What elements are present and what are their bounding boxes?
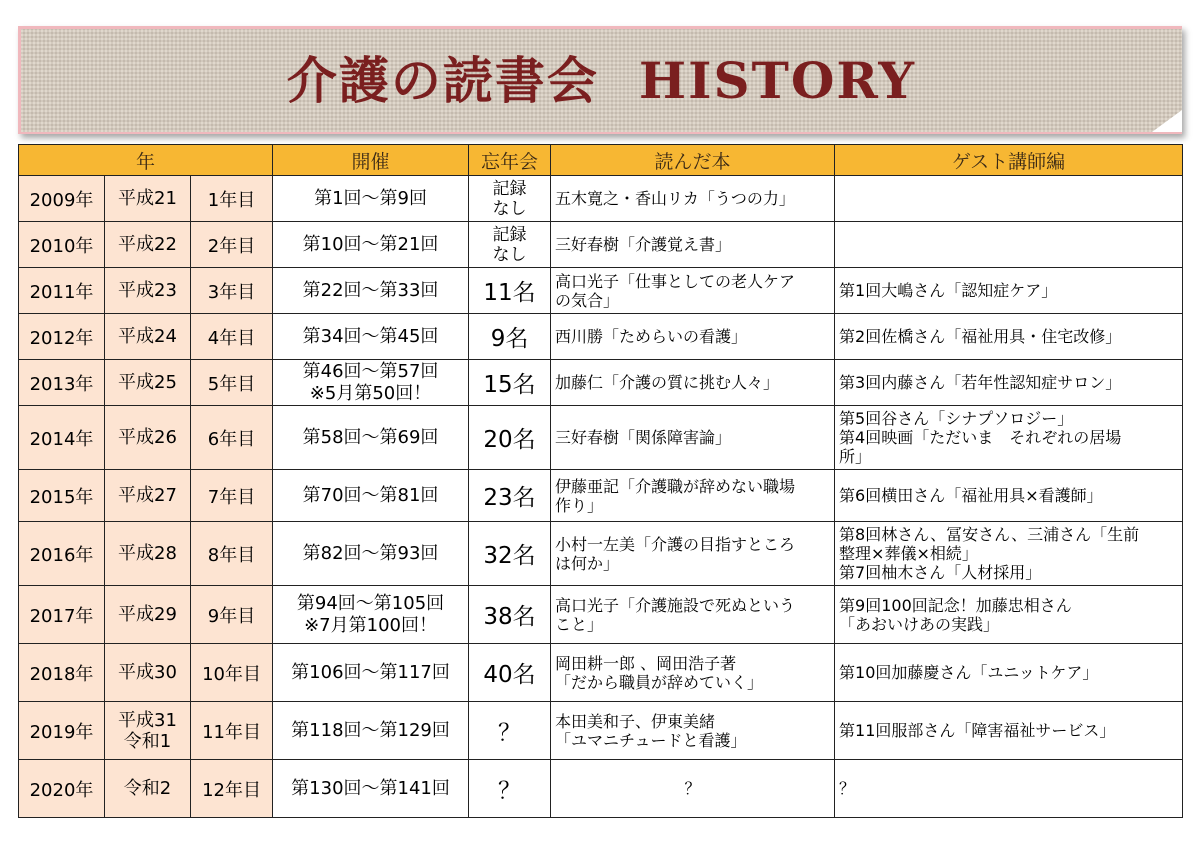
table-row (19, 268, 1183, 314)
table-row (19, 470, 1183, 522)
guest-cell (835, 176, 1183, 222)
era-cell: 平成29 (105, 586, 191, 644)
party-cell: ？ (469, 702, 551, 760)
era-cell: 平成31 令和1 (105, 702, 191, 760)
party-cell: 38名 (469, 586, 551, 644)
table-body (19, 176, 1183, 818)
book-cell: ？ (551, 760, 835, 818)
meetings-cell: 第58回～第69回 (273, 406, 469, 470)
year-count-cell: 11年目 (191, 702, 273, 760)
guest-cell: 第6回横田さん「福祉用具×看護師」 (835, 470, 1183, 522)
guest-cell: ？ (835, 760, 1183, 818)
year-cell: 2010年 (19, 222, 105, 268)
party-cell: 9名 (469, 314, 551, 360)
meetings-cell: 第22回～第33回 (273, 268, 469, 314)
book-cell: 本田美和子、伊東美緒 「ユマニチュードと看護」 (551, 702, 835, 760)
title-main: 介護の読書会 (286, 51, 599, 110)
year-count-cell: 8年目 (191, 522, 273, 586)
era-cell: 平成24 (105, 314, 191, 360)
party-cell: 11名 (469, 268, 551, 314)
book-cell: 小村一左美「介護の目指すところ は何か」 (551, 522, 835, 586)
year-count-cell: 3年目 (191, 268, 273, 314)
book-cell: 西川勝「ためらいの看護」 (551, 314, 835, 360)
header-guests: ゲスト講師編 (835, 145, 1183, 176)
header-party: 忘年会 (469, 145, 551, 176)
year-cell: 2011年 (19, 268, 105, 314)
year-count-cell: 7年目 (191, 470, 273, 522)
year-cell: 2009年 (19, 176, 105, 222)
year-cell: 2013年 (19, 360, 105, 406)
table-row (19, 314, 1183, 360)
guest-cell: 第11回服部さん「障害福祉サービス」 (835, 702, 1183, 760)
meetings-cell: 第46回～第57回 ※5月第50回！ (273, 360, 469, 406)
year-cell: 2017年 (19, 586, 105, 644)
guest-cell: 第5回谷さん「シナプソロジー」 第4回映画「ただいま それぞれの居場 所」 (835, 406, 1183, 470)
guest-cell: 第8回林さん、冨安さん、三浦さん「生前 整理×葬儀×相続」 第7回柚木さん「人材採用」 (835, 522, 1183, 586)
book-cell: 岡田耕一郎 、岡田浩子著 「だから職員が辞めていく」 (551, 644, 835, 702)
guest-cell (835, 222, 1183, 268)
era-cell: 平成30 (105, 644, 191, 702)
year-cell: 2014年 (19, 406, 105, 470)
header-books: 読んだ本 (551, 145, 835, 176)
era-cell: 平成22 (105, 222, 191, 268)
year-count-cell: 6年目 (191, 406, 273, 470)
page-curl-decoration (1152, 110, 1182, 132)
guest-cell: 第9回100回記念！加藤忠相さん 「あおいけあの実践」 (835, 586, 1183, 644)
guest-cell: 第1回大嶋さん「認知症ケア」 (835, 268, 1183, 314)
meetings-cell: 第118回～第129回 (273, 702, 469, 760)
table-row (19, 760, 1183, 818)
table-row (19, 702, 1183, 760)
meetings-cell: 第34回～第45回 (273, 314, 469, 360)
book-cell: 三好春樹「介護覚え書」 (551, 222, 835, 268)
year-count-cell: 2年目 (191, 222, 273, 268)
book-cell: 五木寛之・香山リカ「うつの力」 (551, 176, 835, 222)
party-cell: 15名 (469, 360, 551, 406)
era-cell: 平成25 (105, 360, 191, 406)
year-count-cell: 10年目 (191, 644, 273, 702)
era-cell: 令和2 (105, 760, 191, 818)
history-table (18, 144, 1183, 818)
year-count-cell: 4年目 (191, 314, 273, 360)
era-cell: 平成26 (105, 406, 191, 470)
party-cell: 20名 (469, 406, 551, 470)
guest-cell: 第2回佐橋さん「福祉用具・住宅改修」 (835, 314, 1183, 360)
year-count-cell: 12年目 (191, 760, 273, 818)
table-row (19, 586, 1183, 644)
meetings-cell: 第94回～第105回 ※7月第100回！ (273, 586, 469, 644)
meetings-cell: 第130回～第141回 (273, 760, 469, 818)
book-cell: 加藤仁「介護の質に挑む人々」 (551, 360, 835, 406)
year-cell: 2012年 (19, 314, 105, 360)
header-meetings: 開催 (273, 145, 469, 176)
party-cell: 40名 (469, 644, 551, 702)
header-year: 年 (19, 145, 273, 176)
year-count-cell: 5年目 (191, 360, 273, 406)
meetings-cell: 第10回～第21回 (273, 222, 469, 268)
table-row (19, 222, 1183, 268)
era-cell: 平成23 (105, 268, 191, 314)
year-count-cell: 1年目 (191, 176, 273, 222)
page-title (21, 49, 1182, 113)
year-count-cell: 9年目 (191, 586, 273, 644)
guest-cell: 第3回内藤さん「若年性認知症サロン」 (835, 360, 1183, 406)
party-cell: 32名 (469, 522, 551, 586)
meetings-cell: 第70回～第81回 (273, 470, 469, 522)
era-cell: 平成21 (105, 176, 191, 222)
year-cell: 2019年 (19, 702, 105, 760)
table-row (19, 522, 1183, 586)
book-cell: 高口光子「介護施設で死ぬという こと」 (551, 586, 835, 644)
era-cell: 平成27 (105, 470, 191, 522)
year-cell: 2015年 (19, 470, 105, 522)
year-cell: 2016年 (19, 522, 105, 586)
table-row (19, 360, 1183, 406)
book-cell: 高口光子「仕事としての老人ケア の気合」 (551, 268, 835, 314)
party-cell: ？ (469, 760, 551, 818)
party-cell: 23名 (469, 470, 551, 522)
meetings-cell: 第1回～第9回 (273, 176, 469, 222)
year-cell: 2020年 (19, 760, 105, 818)
book-cell: 三好春樹「関係障害論」 (551, 406, 835, 470)
party-cell: 記録 なし (469, 176, 551, 222)
meetings-cell: 第106回～第117回 (273, 644, 469, 702)
era-cell: 平成28 (105, 522, 191, 586)
book-cell: 伊藤亜記「介護職が辞めない職場 作り」 (551, 470, 835, 522)
table-row (19, 176, 1183, 222)
table-row (19, 406, 1183, 470)
party-cell: 記録 なし (469, 222, 551, 268)
title-sub: HISTORY (638, 51, 917, 110)
meetings-cell: 第82回～第93回 (273, 522, 469, 586)
year-cell: 2018年 (19, 644, 105, 702)
title-banner (18, 26, 1182, 134)
guest-cell: 第10回加藤慶さん「ユニットケア」 (835, 644, 1183, 702)
table-header-row (19, 145, 1183, 176)
table-row (19, 644, 1183, 702)
